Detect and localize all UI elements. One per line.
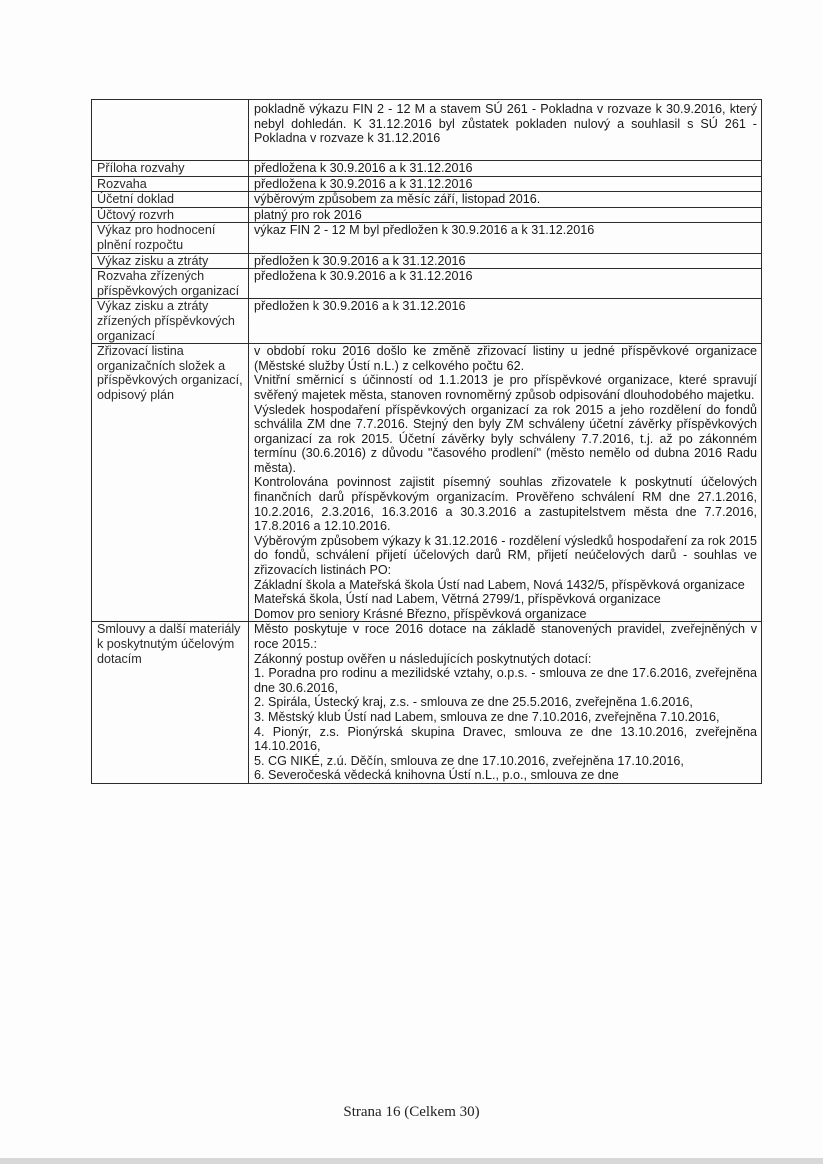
table-row <box>92 192 762 208</box>
scan-edge <box>0 1158 823 1164</box>
content-paragraph: 2. Spirála, Ústecký kraj, z.s. - smlouva ze dne 25.5.2016, zveřejněna 1.6.2016, <box>254 695 693 710</box>
content-paragraph: Výběrovým způsobem výkazy k 31.12.2016 - rozdělení výsledků hospodaření za rok 2015 do fondů, schválení přijetí účelových darů RM, přijetí neúčelových darů - souhlas ve zřizovacích listinách PO: <box>254 533 757 578</box>
audit-table-body <box>92 100 762 784</box>
row-label: Příloha rozvahy <box>92 161 249 177</box>
table-row <box>92 253 762 269</box>
row-content <box>249 344 762 622</box>
table-row <box>92 100 762 161</box>
content-paragraph: předložen k 30.9.2016 a k 31.12.2016 <box>254 253 466 268</box>
content-paragraph: 3. Městský klub Ústí nad Labem, smlouva ze dne 7.10.2016, zveřejněna 7.10.2016, <box>254 709 720 724</box>
table-row <box>92 269 762 299</box>
content-paragraph: předložena k 30.9.2016 a k 31.12.2016 <box>254 161 473 175</box>
content-paragraph: Mateřská škola, Ústí nad Labem, Větrná 2799/1, příspěvková organizace <box>254 592 661 607</box>
row-content <box>249 622 762 784</box>
row-content <box>249 269 762 299</box>
row-label: Rozvaha zřízených příspěvkových organizací <box>92 269 249 299</box>
content-paragraph: výběrovým způsobem za měsíc září, listopad 2016. <box>254 192 541 207</box>
content-paragraph: 5. CG NIKÉ, z.ú. Děčín, smlouva ze dne 17.10.2016, zveřejněna 17.10.2016, <box>254 753 684 768</box>
content-paragraph: předložen k 30.9.2016 a k 31.12.2016 <box>254 299 466 314</box>
content-paragraph: předložena k 30.9.2016 a k 31.12.2016 <box>254 176 473 191</box>
content-paragraph: platný pro rok 2016 <box>254 207 362 222</box>
row-content <box>249 161 762 177</box>
content-paragraph: Město poskytuje v roce 2016 dotace na základě stanovených pravidel, zveřejněných v roce 2015.: <box>254 622 757 651</box>
row-content <box>249 207 762 223</box>
row-label: Rozvaha <box>92 176 249 192</box>
content-paragraph: Výsledek hospodaření příspěvkových organizací za rok 2015 a jeho rozdělení do fondů schválila ZM dne 7.7.2016. Stejný den byly ZM schváleny účetní závěrky příspěvkových organizací za rok 2015. Účetní závěrky byly schváleny 7.7.2016, t.j. až po zákonném termínu (30.6.2016) z důvodu "časového prodlení" (město nemělo od dubna 2016 Radu města). <box>254 402 757 475</box>
row-content <box>249 192 762 208</box>
table-row <box>92 176 762 192</box>
row-label: Smlouvy a další materiály k poskytnutým účelovým dotacím <box>92 622 249 784</box>
content-paragraph: 6. Severočeská vědecká knihovna Ústí n.L., p.o., smlouva ze dne <box>254 768 619 783</box>
row-label: Výkaz zisku a ztráty zřízených příspěvkových organizací <box>92 299 249 344</box>
row-content <box>249 176 762 192</box>
row-label <box>92 100 249 161</box>
content-paragraph: Zákonný postup ověřen u následujících poskytnutých dotací: <box>254 651 592 666</box>
content-paragraph: 4. Pionýr, z.s. Pionýrská skupina Dravec, smlouva ze dne 13.10.2016, zveřejněna 14.10.2016, <box>254 724 757 754</box>
row-label: Zřizovací listina organizačních složek a příspěvkových organizací, odpisový plán <box>92 344 249 622</box>
row-label: Účetní doklad <box>92 192 249 208</box>
content-paragraph: předložena k 30.9.2016 a k 31.12.2016 <box>254 269 473 284</box>
table-row <box>92 223 762 253</box>
content-paragraph: pokladně výkazu FIN 2 - 12 M a stavem SÚ 261 - Pokladna v rozvaze k 30.9.2016, který nebyl dohledán. K 31.12.2016 byl zůstatek pokladen nulový a souhlasil s SÚ 261 - Pokladna v rozvaze k 31.12.2016 <box>254 102 757 146</box>
content-paragraph: Vnitřní směrnicí s účinností od 1.1.2013 je pro příspěvkové organizace, které spravují svěřený majetek města, stanoven rovnoměrný způsob odpisování dlouhodobého majetku. <box>254 373 757 402</box>
row-label: Výkaz zisku a ztráty <box>92 253 249 269</box>
row-content <box>249 223 762 253</box>
row-label: Výkaz pro hodnocení plnění rozpočtu <box>92 223 249 253</box>
table-row <box>92 622 762 784</box>
table-row <box>92 344 762 622</box>
table-row <box>92 161 762 177</box>
content-paragraph: v období roku 2016 došlo ke změně zřizovací listiny u jedné příspěvkové organizace (Městské služby Ústí n.L.) z celkového počtu 62. <box>254 344 757 373</box>
table-row <box>92 207 762 223</box>
audit-table <box>91 99 762 784</box>
row-content <box>249 253 762 269</box>
row-label: Účtový rozvrh <box>92 207 249 223</box>
page-footer: Strana 16 (Celkem 30) <box>343 1104 480 1120</box>
row-content <box>249 299 762 344</box>
content-paragraph: výkaz FIN 2 - 12 M byl předložen k 30.9.2016 a k 31.12.2016 <box>254 223 595 238</box>
content-paragraph: 1. Poradna pro rodinu a mezilidské vztahy, o.p.s. - smlouva ze dne 17.6.2016, zveřejněna dne 30.6.2016, <box>254 666 757 695</box>
content-paragraph: Základní škola a Mateřská škola Ústí nad Labem, Nová 1432/5, příspěvková organizace <box>254 577 745 592</box>
content-paragraph: Kontrolována povinnost zajistit písemný souhlas zřizovatele k poskytnutí účelových finančních darů příspěvkovým organizacím. Prověřeno schválení RM dne 27.1.2016, 10.2.2016, 2.3.2016, 16.3.2016 a 30.3.2016 a zastupitelstvem města dne 7.7.2016, 17.8.2016 a 12.10.2016. <box>254 475 757 534</box>
row-content <box>249 100 762 161</box>
content-paragraph: Domov pro seniory Krásné Březno, příspěvková organizace <box>254 606 587 621</box>
table-row <box>92 299 762 344</box>
